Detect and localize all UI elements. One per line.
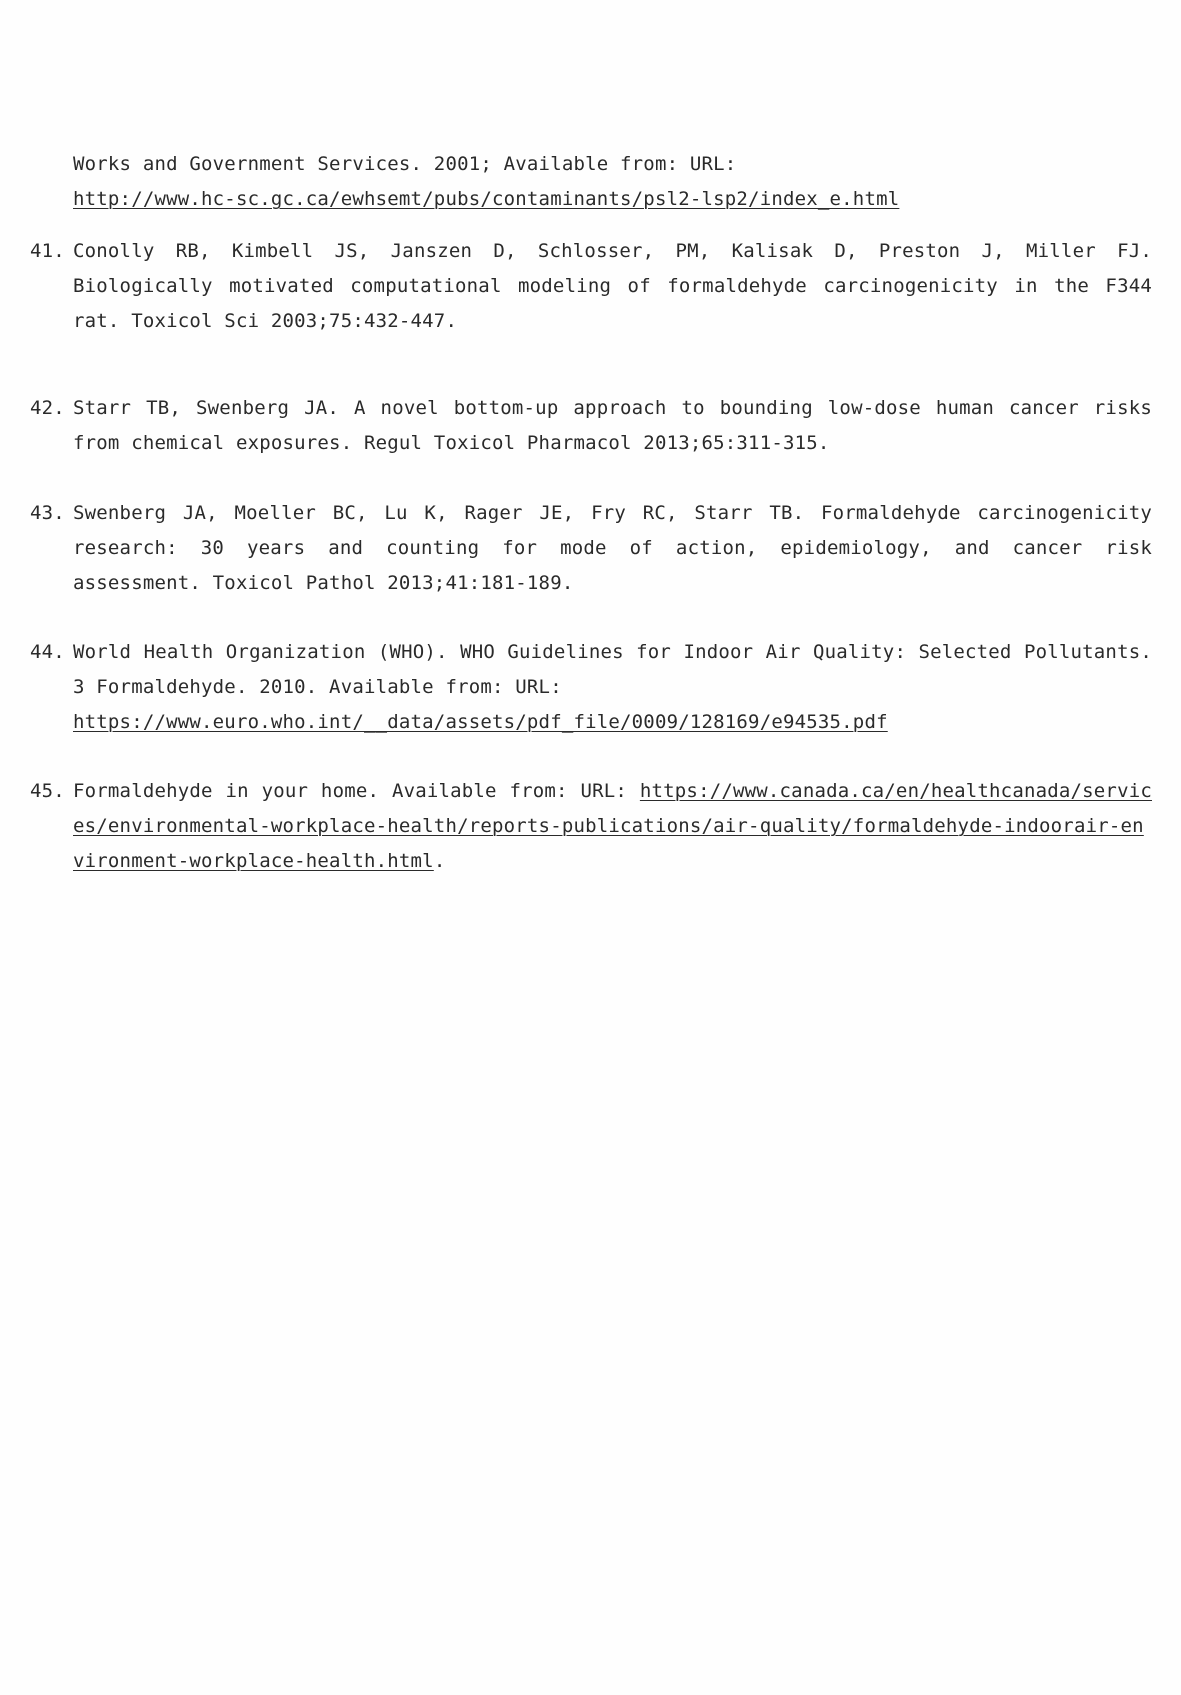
reference-text: World Health Organization (WHO). WHO Guidelines for Indoor Air Quality: Selected Pollutants. 3 Formaldehyde. 2010. Available from: URL:	[73, 641, 1152, 698]
reference-trailing-punctuation: .	[433, 850, 446, 872]
reference-text: Formaldehyde in your home. Available from: URL:	[73, 780, 640, 802]
reference-body	[73, 496, 1152, 601]
reference-body	[73, 391, 1152, 461]
reference-body	[73, 234, 1152, 339]
reference-body	[73, 635, 1152, 740]
reference-45	[30, 774, 1152, 879]
reference-number: 45.	[30, 780, 65, 802]
reference-link[interactable]: https://www.canada.ca/en/healthcanada/services/environmental-workplace-health/reports-publications/air-quality/formaldehyde-indoorair-environment-workplace-health.html	[73, 780, 1152, 872]
reference-link[interactable]: https://www.euro.who.int/__data/assets/pdf_file/0009/128169/e94535.pdf	[73, 711, 888, 733]
reference-number: 41.	[30, 240, 65, 262]
reference-43	[30, 496, 1152, 601]
reference-text: Conolly RB, Kimbell JS, Janszen D, Schlosser, PM, Kalisak D, Preston J, Miller FJ. Biologically motivated computational modeling of formaldehyde carcinogenicity in the F344 rat. Toxicol Sci 2003;75:432-447.	[73, 240, 1152, 332]
reference-body	[73, 774, 1152, 879]
reference-41	[30, 234, 1152, 339]
reference-text: Starr TB, Swenberg JA. A novel bottom-up approach to bounding low-dose human cancer risks from chemical exposures. Regul Toxicol Pharmacol 2013;65:311-315.	[73, 397, 1152, 454]
reference-text: Works and Government Services. 2001; Available from: URL:	[73, 153, 737, 175]
reference-number: 42.	[30, 397, 65, 419]
reference-link[interactable]: http://www.hc-sc.gc.ca/ewhsemt/pubs/contaminants/psl2-lsp2/index_e.html	[73, 188, 900, 210]
reference-number: 44.	[30, 641, 65, 663]
reference-44	[30, 635, 1152, 740]
reference-body	[73, 147, 1152, 217]
reference-42	[30, 391, 1152, 461]
reference-40-continuation	[30, 147, 1152, 217]
reference-number: 43.	[30, 502, 65, 524]
reference-text: Swenberg JA, Moeller BC, Lu K, Rager JE, Fry RC, Starr TB. Formaldehyde carcinogenicity research: 30 years and counting for mode of action, epidemiology, and cancer risk assessment. Toxicol Pathol 2013;41:181-189.	[73, 502, 1152, 594]
